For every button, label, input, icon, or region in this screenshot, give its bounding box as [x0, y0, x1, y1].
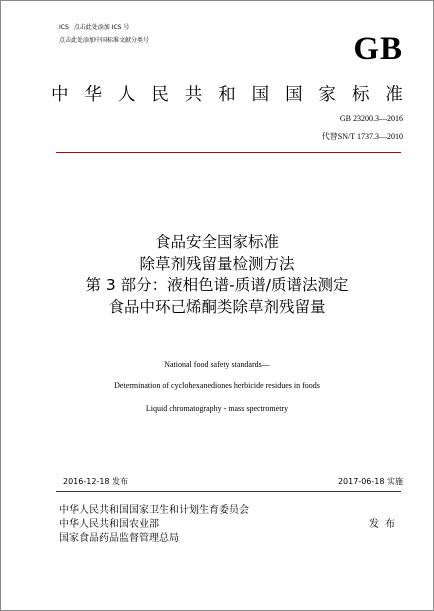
issuer-line: 中华人民共和国国家卫生和计划生育委员会	[59, 505, 249, 516]
replaces-standard: 代替SN/T 1737.3—2010	[321, 132, 403, 141]
bottom-divider	[56, 491, 401, 492]
english-title-line: Determination of cyclohexanediones herbicide residues in foods	[114, 381, 320, 390]
ics-placeholder[interactable]: 点击此处添加 ICS 号	[73, 24, 130, 31]
gb-logo: GB	[353, 31, 403, 67]
category-char: 民	[151, 85, 169, 105]
category-char: 标	[351, 85, 370, 105]
title-line: 除草剂残留量检测方法	[139, 254, 295, 273]
ics-code: ICS	[59, 24, 69, 31]
standard-number: GB 23200.3—2016	[339, 114, 403, 123]
issuer-line: 中华人民共和国农业部	[59, 519, 159, 530]
english-title-line: National food safety standards—	[164, 360, 270, 369]
category-char: 共	[184, 85, 203, 105]
standard-category-title	[51, 84, 403, 106]
implementation-date: 2017-06-18 实施	[337, 477, 403, 486]
category-char: 准	[385, 85, 403, 105]
ics-field[interactable]	[59, 24, 129, 32]
category-char: 家	[318, 85, 336, 105]
issuing-authorities	[59, 504, 249, 546]
category-char: 中	[51, 85, 69, 105]
category-char: 华	[84, 85, 102, 105]
issue-date: 2016-12-18 发布	[63, 477, 129, 486]
issued-label: 发布	[369, 519, 401, 530]
category-char: 和	[218, 85, 236, 105]
issuer-line: 国家食品药品监督管理总局	[59, 533, 179, 544]
category-char: 人	[117, 85, 136, 105]
category-char: 国	[285, 85, 303, 105]
english-title-line: Liquid chromatography - mass spectrometry	[145, 404, 289, 413]
category-char: 国	[251, 85, 270, 105]
title-line: 第 3 部分：液相色谱-质谱/质谱法测定	[85, 276, 349, 294]
chinese-title	[1, 232, 433, 318]
title-line: 食品安全国家标准	[154, 233, 279, 251]
ccs-placeholder[interactable]: 点击此处添加中国标准文献分类号	[59, 37, 150, 44]
title-line: 食品中环己烯酮类除草剂残留量	[108, 297, 326, 316]
top-divider	[56, 152, 401, 153]
